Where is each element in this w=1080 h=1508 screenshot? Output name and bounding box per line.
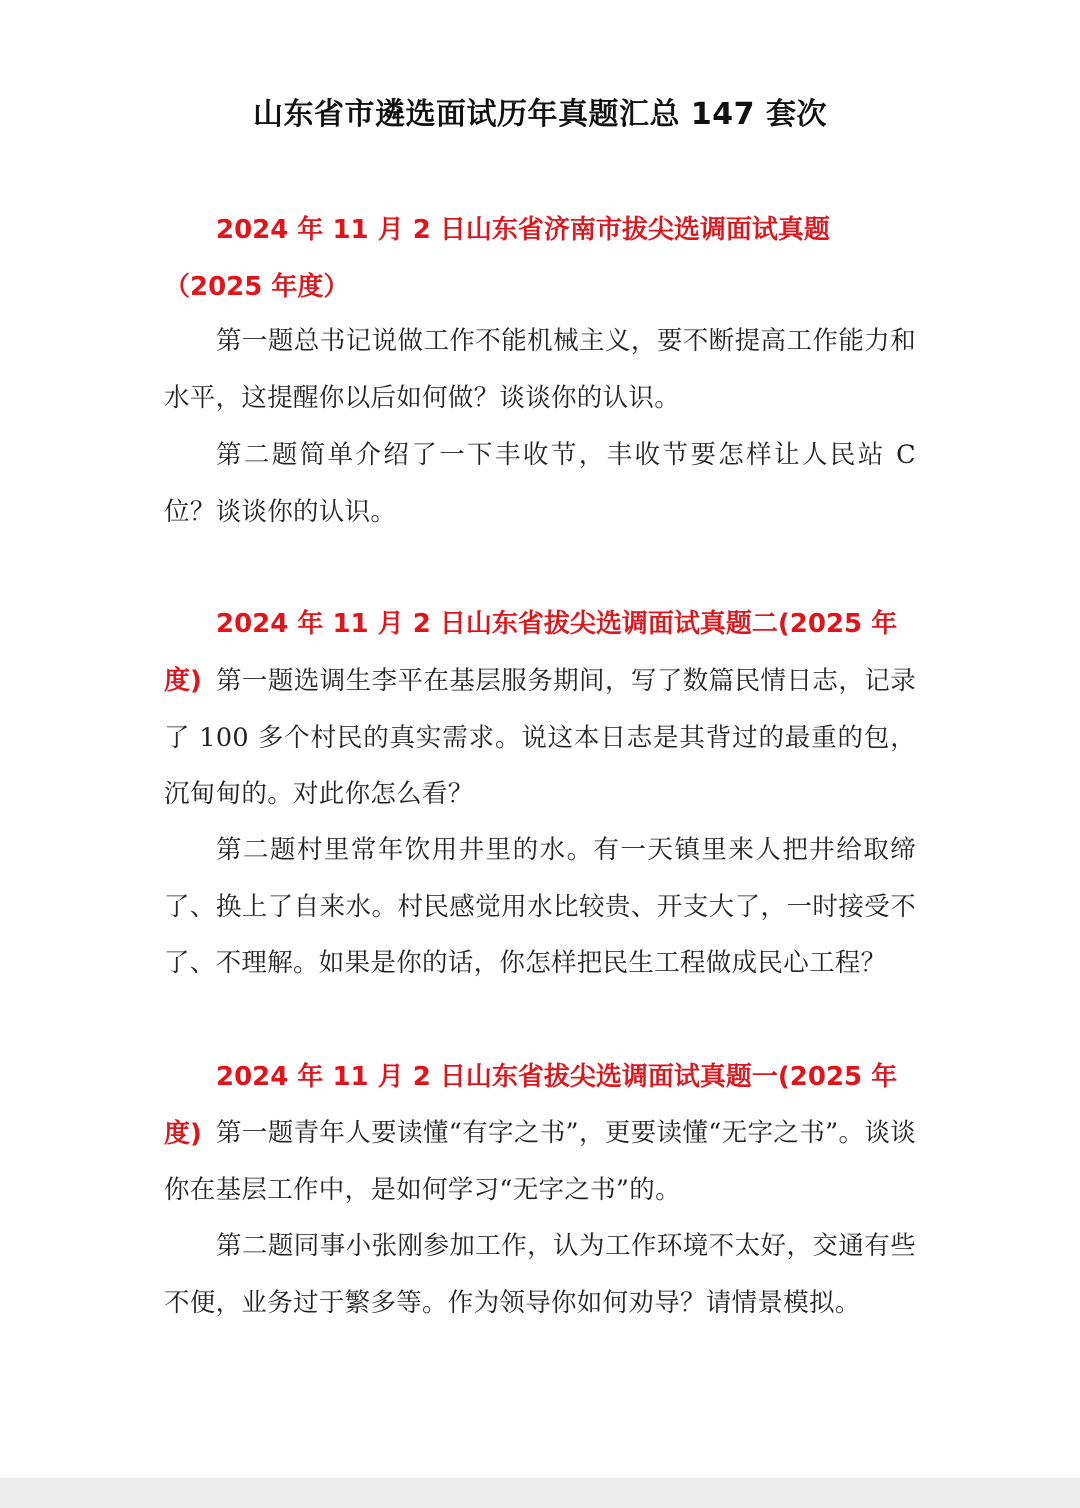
- section-2-question-1: 第一题选调生李平在基层服务期间，写了数篇民情日志，记录了 100 多个村民的真实需求。说这本日志是其背过的最重的包，沉甸甸的。对此你怎么看？: [164, 666, 916, 810]
- section-1-question-1: 第一题总书记说做工作不能机械主义，要不断提高工作能力和水平，这提醒你以后如何做？谈谈你的认识。: [164, 326, 916, 413]
- section-3-question-2: 第二题同事小张刚参加工作，认为工作环境不太好，交通有些不便，业务过于繁多等。作为领导你如何劝导？请情景模拟。: [164, 1231, 916, 1318]
- section-heading-2: 2024 年 11 月 2 日山东省拔尖选调面试真题二(2025 年度): [164, 609, 898, 696]
- page-bottom-margin: [0, 1478, 1080, 1508]
- section-2-question-2: 第二题村里常年饮用井里的水。有一天镇里来人把井给取缔了、换上了自来水。村民感觉用水比较贵、开支大了，一时接受不了、不理解。如果是你的话，你怎样把民生工程做成民心工程？: [164, 835, 916, 979]
- document-title: 山东省市遴选面试历年真题汇总 147 套次: [252, 97, 827, 132]
- section-heading-1: 2024 年 11 月 2 日山东省济南市拔尖选调面试真题（2025 年度）: [164, 215, 830, 302]
- section-1-question-2: 第二题简单介绍了一下丰收节，丰收节要怎样让人民站 C 位？谈谈你的认识。: [164, 440, 916, 527]
- section-3-question-1: 第一题青年人要读懂“有字之书”，更要读懂“无字之书”。谈谈你在基层工作中，是如何学习“无字之书”的。: [164, 1118, 916, 1205]
- section-heading-3: 2024 年 11 月 2 日山东省拔尖选调面试真题一(2025 年度): [164, 1062, 898, 1149]
